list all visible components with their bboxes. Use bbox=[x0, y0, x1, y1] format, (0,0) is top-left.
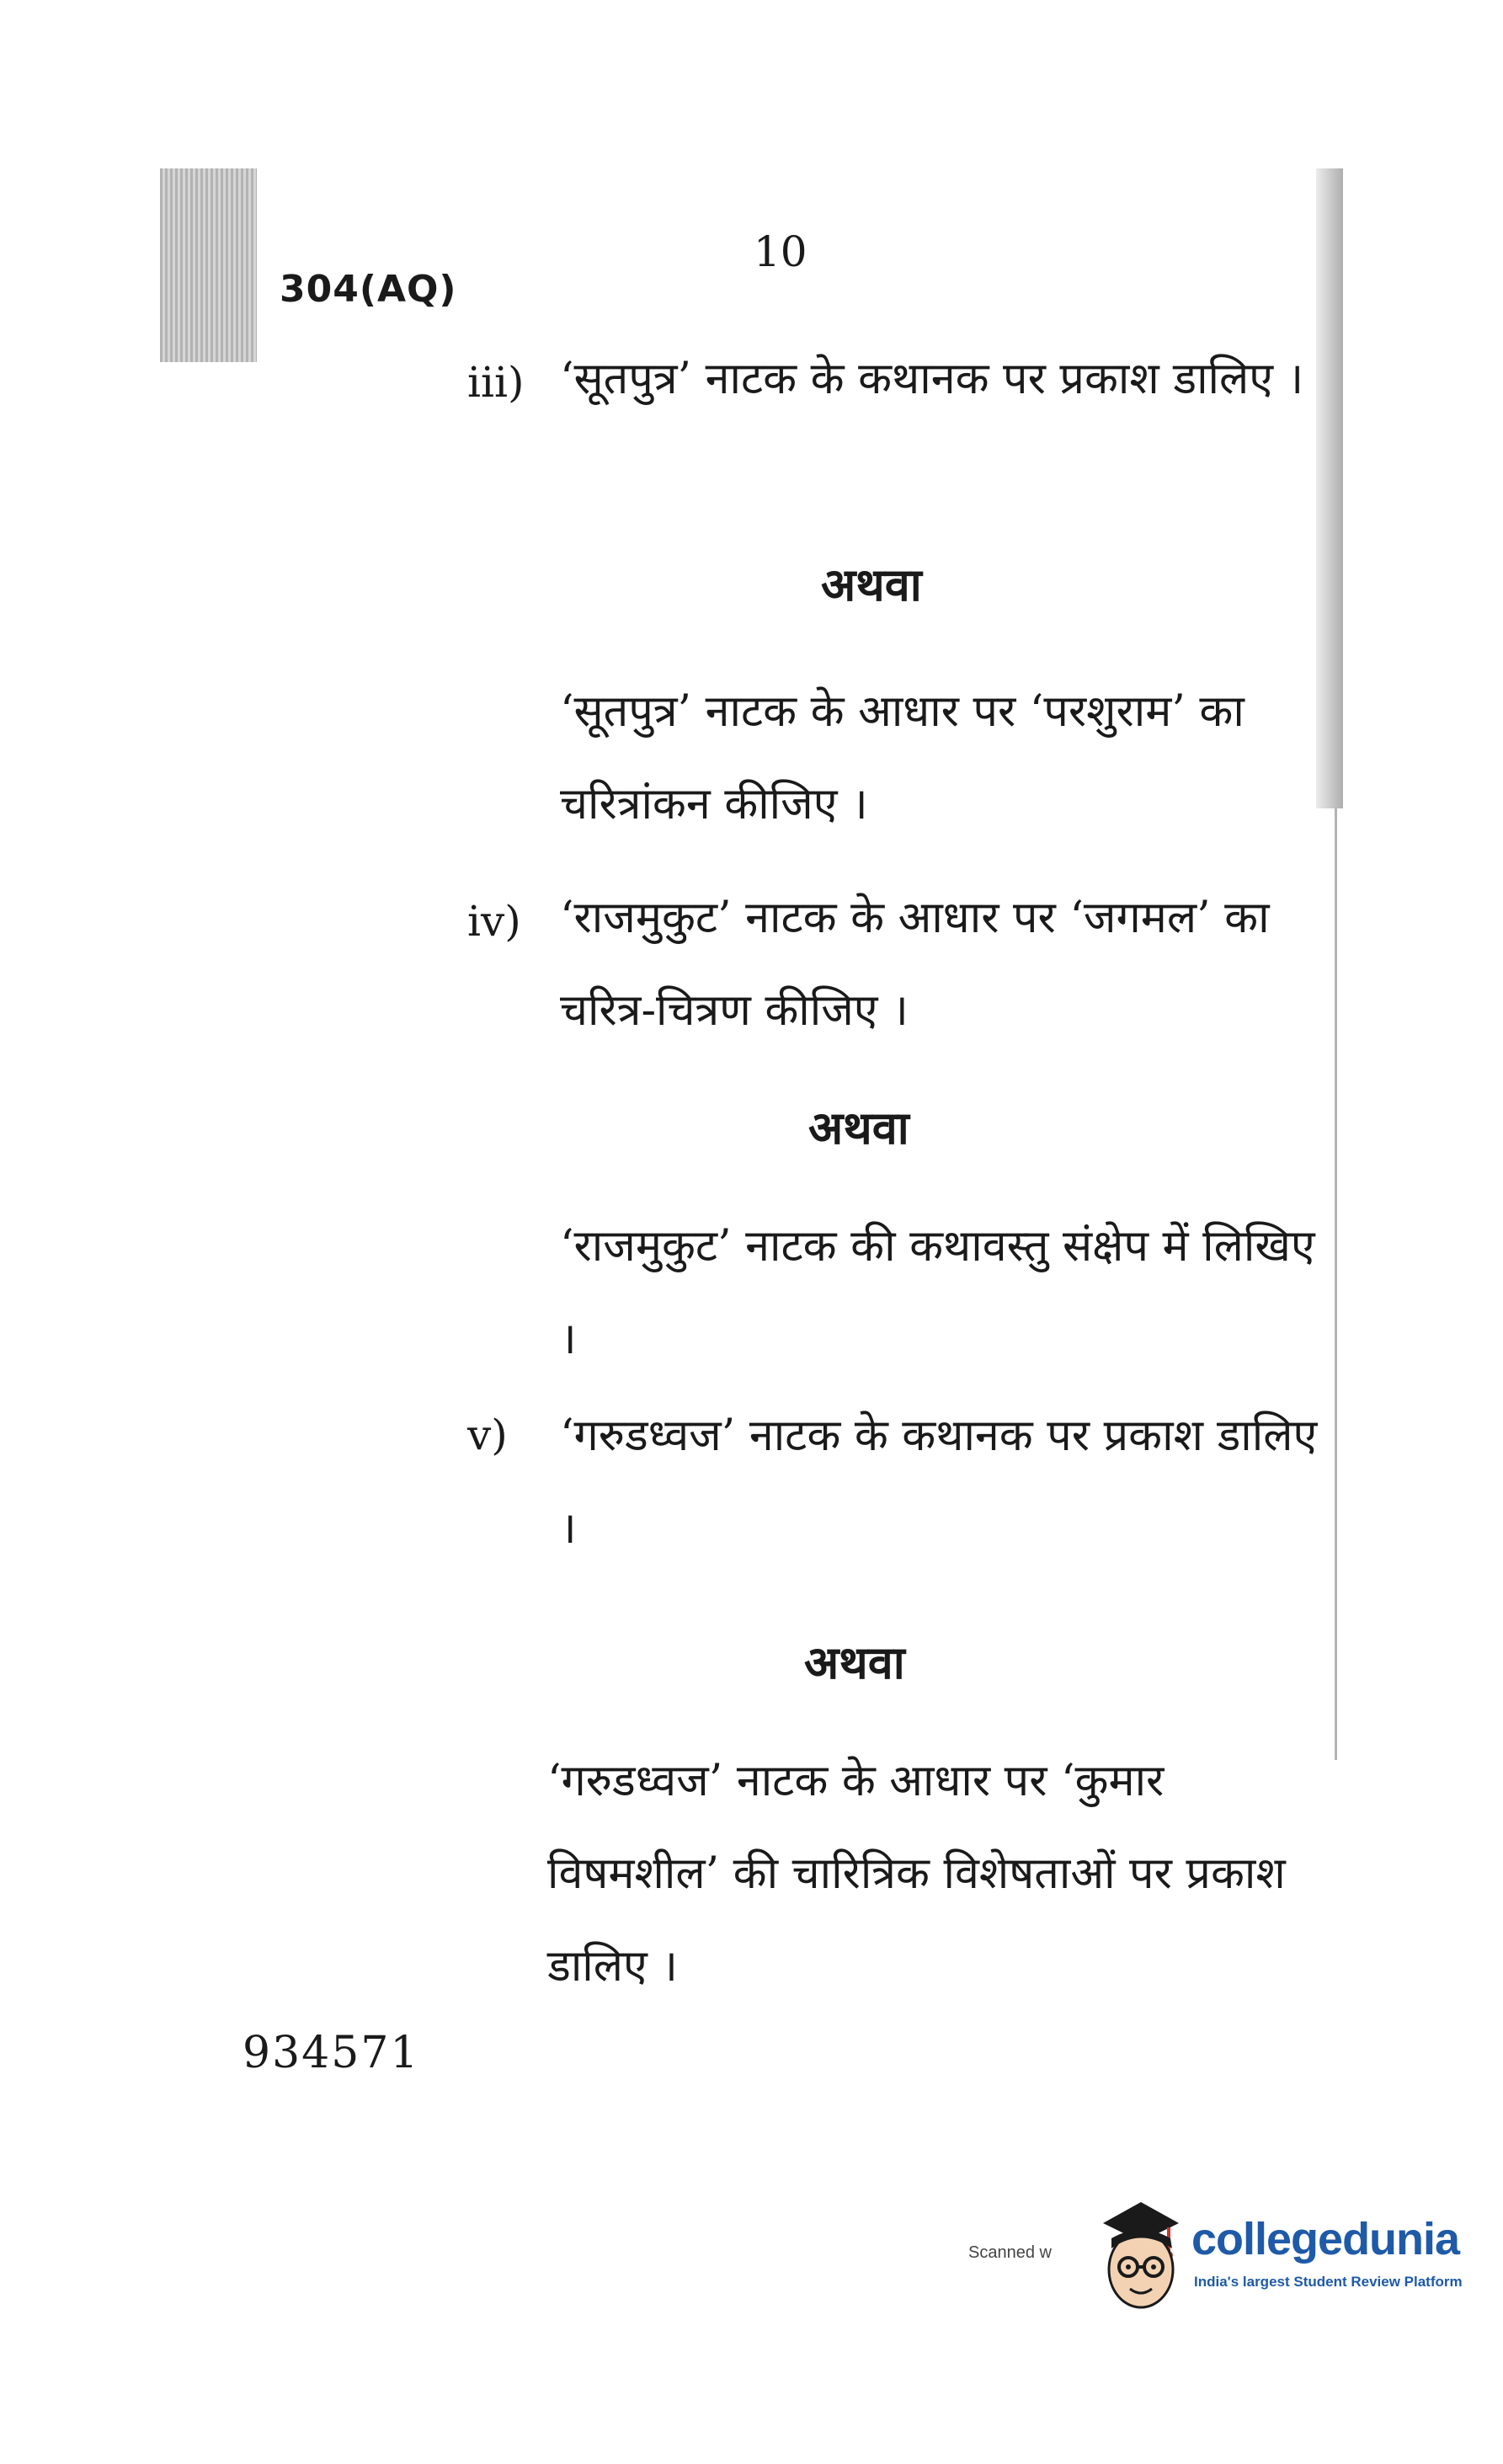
separator-athva: अथवा bbox=[808, 1101, 909, 1155]
student-mascot-icon bbox=[1095, 2189, 1187, 2316]
scan-artifact-line bbox=[1335, 808, 1337, 1760]
question-text: ‘सूतपुत्र’ नाटक के कथानक पर प्रकाश डालिए । bbox=[560, 354, 1304, 404]
question-text: ‘राजमुकुट’ नाटक के आधार पर ‘जगमल’ का चरित्र-चित्रण कीजिए । bbox=[560, 893, 1270, 1036]
question-alternative: ‘राजमुकुट’ नाटक की कथावस्तु संक्षेप में लिखिए । bbox=[560, 1221, 1315, 1364]
question-alternative: ‘सूतपुत्र’ नाटक के आधार पर ‘परशुराम’ का चरित्रांकन कीजिए । bbox=[560, 686, 1245, 829]
collegedunia-logo bbox=[1095, 2189, 1465, 2316]
question-number: v) bbox=[467, 1411, 508, 1459]
scan-artifact-left bbox=[160, 168, 257, 362]
logo-tagline: India's largest Student Review Platform bbox=[1194, 2274, 1463, 2290]
page-number: 10 bbox=[754, 227, 807, 276]
scanned-watermark-text: Scanned w bbox=[968, 2243, 1052, 2262]
paper-code: 304(AQ) bbox=[280, 268, 457, 311]
separator-athva: अथवा bbox=[804, 1635, 905, 1689]
separator-athva: अथवा bbox=[821, 557, 922, 611]
question-text: ‘गरुडध्वज’ नाटक के कथानक पर प्रकाश डालिए । bbox=[560, 1411, 1318, 1554]
scan-artifact-right bbox=[1316, 168, 1343, 808]
question-number: iv) bbox=[467, 897, 521, 946]
question-number: iii) bbox=[467, 358, 525, 407]
question-alternative: ‘गरुडध्वज’ नाटक के आधार पर ‘कुमार विषमशील’ की चारित्रिक विशेषताओं पर प्रकाश डालिए । bbox=[547, 1756, 1286, 1992]
serial-number: 934571 bbox=[243, 2028, 420, 2078]
logo-title: collegedunia bbox=[1191, 2214, 1460, 2264]
